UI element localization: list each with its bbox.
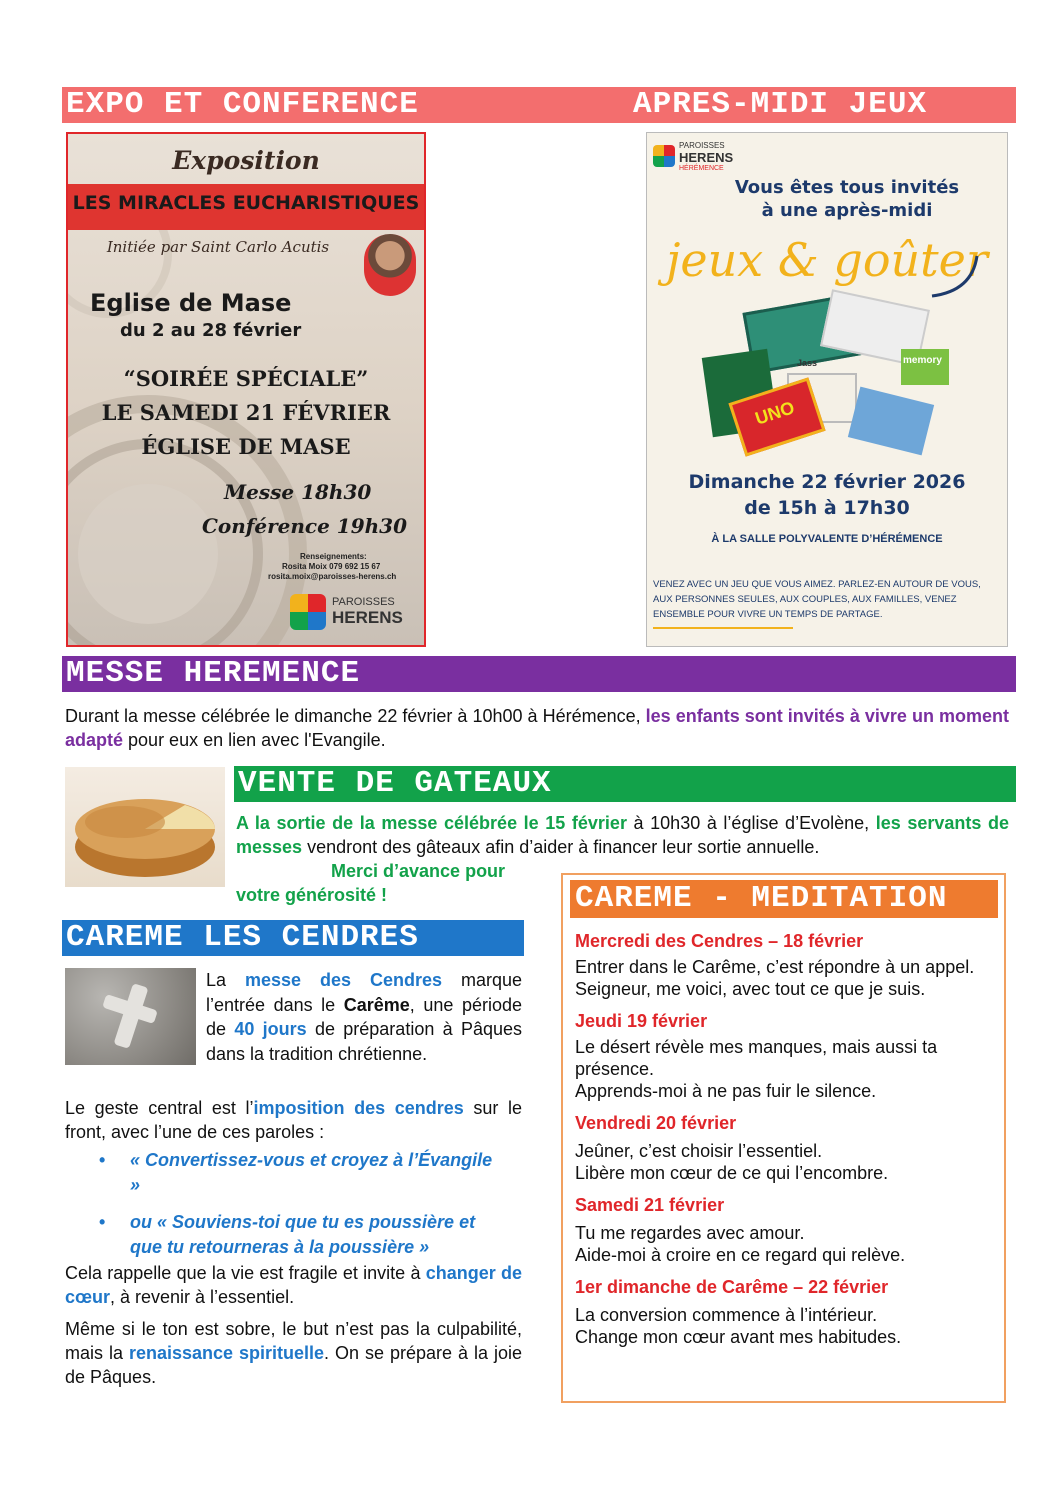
gateaux-text-4: vendront des gâteaux afin d’aider à financer leur sortie annuelle. bbox=[302, 837, 820, 857]
gateaux-text-1: A la sortie de la messe célébrée le 15 février bbox=[236, 813, 627, 833]
jeux-poster bbox=[646, 132, 1008, 647]
cendres-paragraph-4 bbox=[65, 1317, 522, 1389]
jeux-poster-game-1: Jass bbox=[797, 358, 818, 368]
gateaux-text-2: à 10h30 à l’église d’Evolène, bbox=[626, 813, 876, 833]
jeux-poster-game-3: memory bbox=[903, 355, 942, 366]
jeux-poster-logo-1: PAROISSES bbox=[679, 141, 725, 150]
expo-poster-special-3: ÉGLISE DE MASE bbox=[141, 434, 351, 459]
meditation-day-line-1: Entrer dans le Carême, c’est répondre à un appel. bbox=[575, 957, 975, 977]
cendres-bullets bbox=[65, 1148, 505, 1270]
meditation-day bbox=[575, 930, 1000, 1000]
expo-poster-messe: Messe 18h30 bbox=[224, 480, 372, 504]
cendres-a2: messe des Cendres bbox=[244, 970, 442, 990]
expo-poster-initiated: Initiée par Saint Carlo Acutis bbox=[106, 238, 330, 256]
bullet-icon: • bbox=[99, 1150, 106, 1170]
swoosh-decoration bbox=[927, 251, 987, 301]
meditation-day bbox=[575, 1010, 1000, 1102]
messe-banner-title: MESSE HEREMENCE bbox=[66, 656, 361, 691]
avatar bbox=[364, 234, 416, 296]
cross-logo-icon bbox=[290, 594, 326, 630]
meditation-day-title: 1er dimanche de Carême – 22 février bbox=[575, 1277, 889, 1297]
jeux-poster-script: jeux & goûter bbox=[666, 233, 988, 287]
cendres-a1: La bbox=[206, 970, 245, 990]
expo-poster-special-1: “SOIRÉE SPÉCIALE” bbox=[123, 366, 369, 391]
bullet-icon: • bbox=[99, 1212, 106, 1232]
meditation-day-line-2: Libère mon cœur de ce qui l’encombre. bbox=[575, 1163, 889, 1183]
jeux-poster-invite-2: à une après-midi bbox=[761, 200, 933, 221]
expo-poster-place: Eglise de Mase bbox=[90, 289, 292, 317]
meditation-day-title: Jeudi 19 février bbox=[575, 1011, 708, 1031]
expo-poster-subtitle: LES MIRACLES EUCHARISTIQUES bbox=[72, 192, 420, 214]
meditation-day-line-1: Le désert révèle mes manques, mais aussi ta présence. bbox=[575, 1037, 938, 1079]
cendres-a4: Carême bbox=[343, 994, 410, 1015]
jeux-banner-title: APRES-MIDI JEUX bbox=[633, 87, 928, 122]
expo-poster-info-2: Rosita Moix 079 692 15 67 bbox=[282, 562, 381, 571]
gateaux-thanks-text bbox=[236, 859, 551, 907]
cendres-paragraph-3 bbox=[65, 1261, 522, 1309]
gateaux-paragraph bbox=[236, 811, 1009, 859]
meditation-day bbox=[575, 1112, 1000, 1184]
board-game-illustration bbox=[848, 387, 934, 456]
cendres-a5: , une période de bbox=[206, 994, 522, 1039]
ash-image-spacer bbox=[65, 968, 206, 1064]
gateaux-text-5: Merci d’avance pour votre générosité ! bbox=[236, 861, 506, 905]
cendres-bullet-1: « Convertissez-vous et croyez à l’Évangile » bbox=[130, 1150, 493, 1195]
jeux-poster-logo-3: HÉRÉMENCE bbox=[679, 165, 724, 172]
expo-poster-logo-1: PAROISSES bbox=[332, 596, 395, 608]
meditation-days bbox=[575, 930, 1000, 1348]
meditation-day-line-2: Seigneur, me voici, avec tout ce que je suis. bbox=[575, 979, 926, 999]
cendres-c1: Cela rappelle que la vie est fragile et invite à bbox=[65, 1263, 426, 1283]
jeux-poster-place: À LA SALLE POLYVALENTE D’HÉRÉMENCE bbox=[711, 533, 943, 545]
expo-banner-title: EXPO ET CONFERENCE bbox=[66, 87, 419, 122]
list-item bbox=[65, 1210, 505, 1260]
cendres-bullet-2: ou « Souviens-toi que tu es poussière et que tu retourneras à la poussière » bbox=[130, 1212, 476, 1257]
meditation-day-line-2: Apprends-moi à ne pas fuir le silence. bbox=[575, 1081, 877, 1101]
expo-poster-conference: Conférence 19h30 bbox=[202, 514, 407, 538]
cendres-c2: changer de cœur bbox=[65, 1263, 522, 1307]
expo-poster-logo-2: HERENS bbox=[332, 608, 403, 627]
cendres-b2: imposition des cendres bbox=[253, 1098, 464, 1118]
cendres-paragraph-2 bbox=[65, 1096, 522, 1144]
expo-poster-title: Exposition bbox=[172, 146, 320, 175]
gateaux-banner-title: VENTE DE GATEAUX bbox=[238, 766, 552, 801]
jeux-poster-invite-1: Vous êtes tous invités bbox=[734, 177, 960, 198]
messe-text-1: Durant la messe célébrée le dimanche 22 février à 10h00 à Hérémence, bbox=[65, 706, 646, 726]
meditation-day-line-1: Tu me regardes avec amour. bbox=[575, 1223, 805, 1243]
cendres-d3: . On se prépare à la joie de Pâques. bbox=[65, 1343, 522, 1387]
cake-illustration bbox=[65, 767, 225, 887]
messe-text-highlight: les enfants sont invités à vivre un moment adapté bbox=[65, 706, 1009, 750]
expo-poster-special-2: LE SAMEDI 21 FÉVRIER bbox=[101, 400, 391, 425]
meditation-day-line-1: Jeûner, c’est choisir l’essentiel. bbox=[575, 1141, 823, 1161]
jeux-poster-text: VENEZ AVEC UN JEU QUE VOUS AIMEZ. PARLEZ-EN AUTOUR DE VOUS, AUX PERSONNES SEULES, AUX COUPLES, AUX FAMILLES, VENEZ ENSEMBLE POUR VIVRE UN TEMPS DE PARTAGE. bbox=[653, 579, 981, 620]
messe-text-3: pour eux en lien avec l'Evangile. bbox=[123, 730, 386, 750]
messe-paragraph bbox=[65, 704, 1009, 752]
cross-logo-icon bbox=[653, 145, 675, 167]
cendres-banner-title: CAREME LES CENDRES bbox=[66, 920, 419, 955]
jeux-poster-underline bbox=[653, 627, 793, 629]
cendres-b1: Le geste central est l’ bbox=[65, 1098, 254, 1118]
meditation-day bbox=[575, 1194, 1000, 1266]
cendres-paragraph-1 bbox=[65, 968, 522, 1066]
jeux-poster-date: Dimanche 22 février 2026 bbox=[688, 471, 966, 493]
meditation-day-line-2: Aide-moi à croire en ce regard qui relève. bbox=[575, 1245, 906, 1265]
meditation-day-title: Vendredi 20 février bbox=[575, 1113, 737, 1133]
cendres-a7: de préparation à Pâques dans la tradition chrétienne. bbox=[206, 1019, 522, 1064]
expo-poster-info-1: Renseignements: bbox=[300, 552, 367, 561]
meditation-day-line-2: Change mon cœur avant mes habitudes. bbox=[575, 1327, 902, 1347]
meditation-banner-title: CAREME - MEDITATION bbox=[575, 881, 948, 916]
meditation-day bbox=[575, 1276, 1000, 1348]
cendres-b3: sur le front, avec l’une de ces paroles : bbox=[65, 1098, 522, 1142]
meditation-day-title: Mercredi des Cendres – 18 février bbox=[575, 931, 864, 951]
cake-image bbox=[65, 767, 225, 887]
meditation-day-title: Samedi 21 février bbox=[575, 1195, 725, 1215]
expo-poster-dates: du 2 au 28 février bbox=[120, 320, 302, 341]
expo-poster bbox=[66, 132, 426, 647]
list-item bbox=[65, 1148, 505, 1198]
cendres-a3: marque l’entrée dans le bbox=[206, 970, 522, 1015]
cendres-d2: renaissance spirituelle bbox=[128, 1343, 325, 1363]
gateaux-text-3: les servants de messes bbox=[236, 813, 1009, 857]
expo-poster-info-3: rosita.moix@paroisses-herens.ch bbox=[268, 572, 397, 581]
jeux-poster-logo-2: HERENS bbox=[679, 150, 734, 165]
jeux-poster-game-2: UNO bbox=[752, 397, 797, 429]
cendres-a6: 40 jours bbox=[234, 1019, 307, 1039]
cendres-d1: Même si le ton est sobre, le but n’est pas la culpabilité, mais la bbox=[65, 1319, 522, 1363]
jeux-poster-time: de 15h à 17h30 bbox=[744, 497, 910, 519]
cendres-c3: , à revenir à l’essentiel. bbox=[110, 1287, 295, 1307]
meditation-day-line-1: La conversion commence à l’intérieur. bbox=[575, 1305, 878, 1325]
